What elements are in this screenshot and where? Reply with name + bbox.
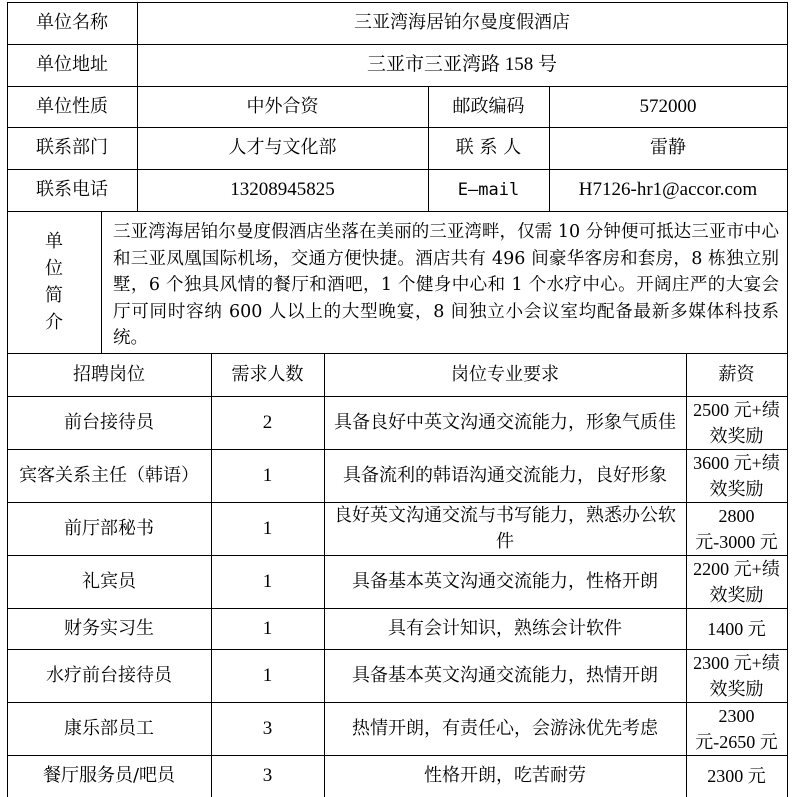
address-value: 三亚市三亚湾路 158 号 xyxy=(366,54,557,75)
job-count: 3 xyxy=(262,717,273,739)
email-value[interactable]: H7126-hr1@accor.com xyxy=(578,179,758,200)
dept-value: 人才与文化部 xyxy=(228,137,337,158)
job-salary: 2300 元-2650 元 xyxy=(695,705,778,752)
job-position: 餐厅服务员/吧员 xyxy=(42,765,176,786)
job-salary: 1400 元 xyxy=(707,618,766,639)
job-salary: 2200 元+绩效奖励 xyxy=(693,558,780,605)
job-salary: 2300 元+绩效奖励 xyxy=(693,652,780,699)
job-requirement: 良好英文沟通交流与书写能力，熟悉办公软件 xyxy=(334,504,676,552)
job-salary: 2500 元+绩效奖励 xyxy=(693,399,780,446)
job-requirement: 具备流利的韩语沟通交流能力，良好形象 xyxy=(343,464,667,486)
intro-text: 三亚湾海居铂尔曼度假酒店坐落在美丽的三亚湾畔，仅需 10 分钟便可抵达三亚市中心和三亚凤凰国际机场，交通方便快捷。酒店共有 496 间豪华客房和套房，8 栋独立别墅，6 个独具风情的餐厅和酒吧，1 个健身中心和 1 个水疗中心。开阔庄严的大宴会厅可同时容纳 600 人以上的大型晚宴，8 间独立小会议室均配备最新多媒体科技系统。 xyxy=(113,222,779,348)
intro-label-char: 单 xyxy=(45,231,63,252)
job-salary: 3600 元+绩效奖励 xyxy=(693,452,780,499)
intro-label-char: 简 xyxy=(45,285,63,306)
job-position: 礼宾员 xyxy=(82,570,136,592)
header-requirement: 岗位专业要求 xyxy=(451,363,559,385)
nature-value: 中外合资 xyxy=(246,95,319,117)
job-position: 康乐部员工 xyxy=(64,717,154,739)
job-requirement: 具有会计知识，熟练会计软件 xyxy=(388,617,622,639)
phone-value: 13208945825 xyxy=(230,179,335,200)
address-label: 单位地址 xyxy=(36,54,108,75)
job-position: 前台接待员 xyxy=(64,411,154,433)
job-requirement: 热情开朗，有责任心，会游泳优先考虑 xyxy=(352,717,658,739)
job-salary: 2800 元-3000 元 xyxy=(695,505,778,552)
name-value: 三亚湾海居铂尔曼度假酒店 xyxy=(354,12,570,33)
job-count: 1 xyxy=(262,617,273,639)
job-salary: 2300 元 xyxy=(707,766,766,786)
contact-value: 雷静 xyxy=(650,137,686,158)
header-salary: 薪资 xyxy=(718,363,755,385)
phone-label: 联系电话 xyxy=(36,179,108,200)
job-position: 宾客关系主任（韩语） xyxy=(19,464,199,486)
job-position: 财务实习生 xyxy=(64,617,154,639)
job-position: 水疗前台接待员 xyxy=(46,664,172,686)
job-count: 2 xyxy=(262,411,273,433)
job-position: 前厅部秘书 xyxy=(64,517,154,539)
name-label: 单位名称 xyxy=(36,12,108,33)
job-count: 1 xyxy=(262,464,273,486)
dept-label: 联系部门 xyxy=(36,137,108,158)
postcode-label: 邮政编码 xyxy=(452,95,525,117)
job-requirement: 性格开朗，吃苦耐劳 xyxy=(424,765,586,786)
job-count: 3 xyxy=(262,765,273,786)
job-requirement: 具备基本英文沟通交流能力，热情开朗 xyxy=(352,664,658,686)
intro-label-char: 介 xyxy=(45,312,63,333)
postcode-value: 572000 xyxy=(639,95,697,117)
job-count: 1 xyxy=(262,570,273,592)
border-right xyxy=(787,2,788,797)
nature-label: 单位性质 xyxy=(36,95,108,117)
header-count: 需求人数 xyxy=(231,363,304,385)
header-position: 招聘岗位 xyxy=(73,363,145,385)
intro-label xyxy=(7,211,101,353)
job-requirement: 具备基本英文沟通交流能力，性格开朗 xyxy=(352,570,658,592)
job-count: 1 xyxy=(262,517,273,539)
job-count: 1 xyxy=(262,664,273,686)
intro-label-char: 位 xyxy=(45,258,63,279)
email-label: E—mail xyxy=(457,180,520,200)
job-requirement: 具备良好中英文沟通交流能力，形象气质佳 xyxy=(334,411,676,433)
contact-label: 联 系 人 xyxy=(455,137,522,158)
